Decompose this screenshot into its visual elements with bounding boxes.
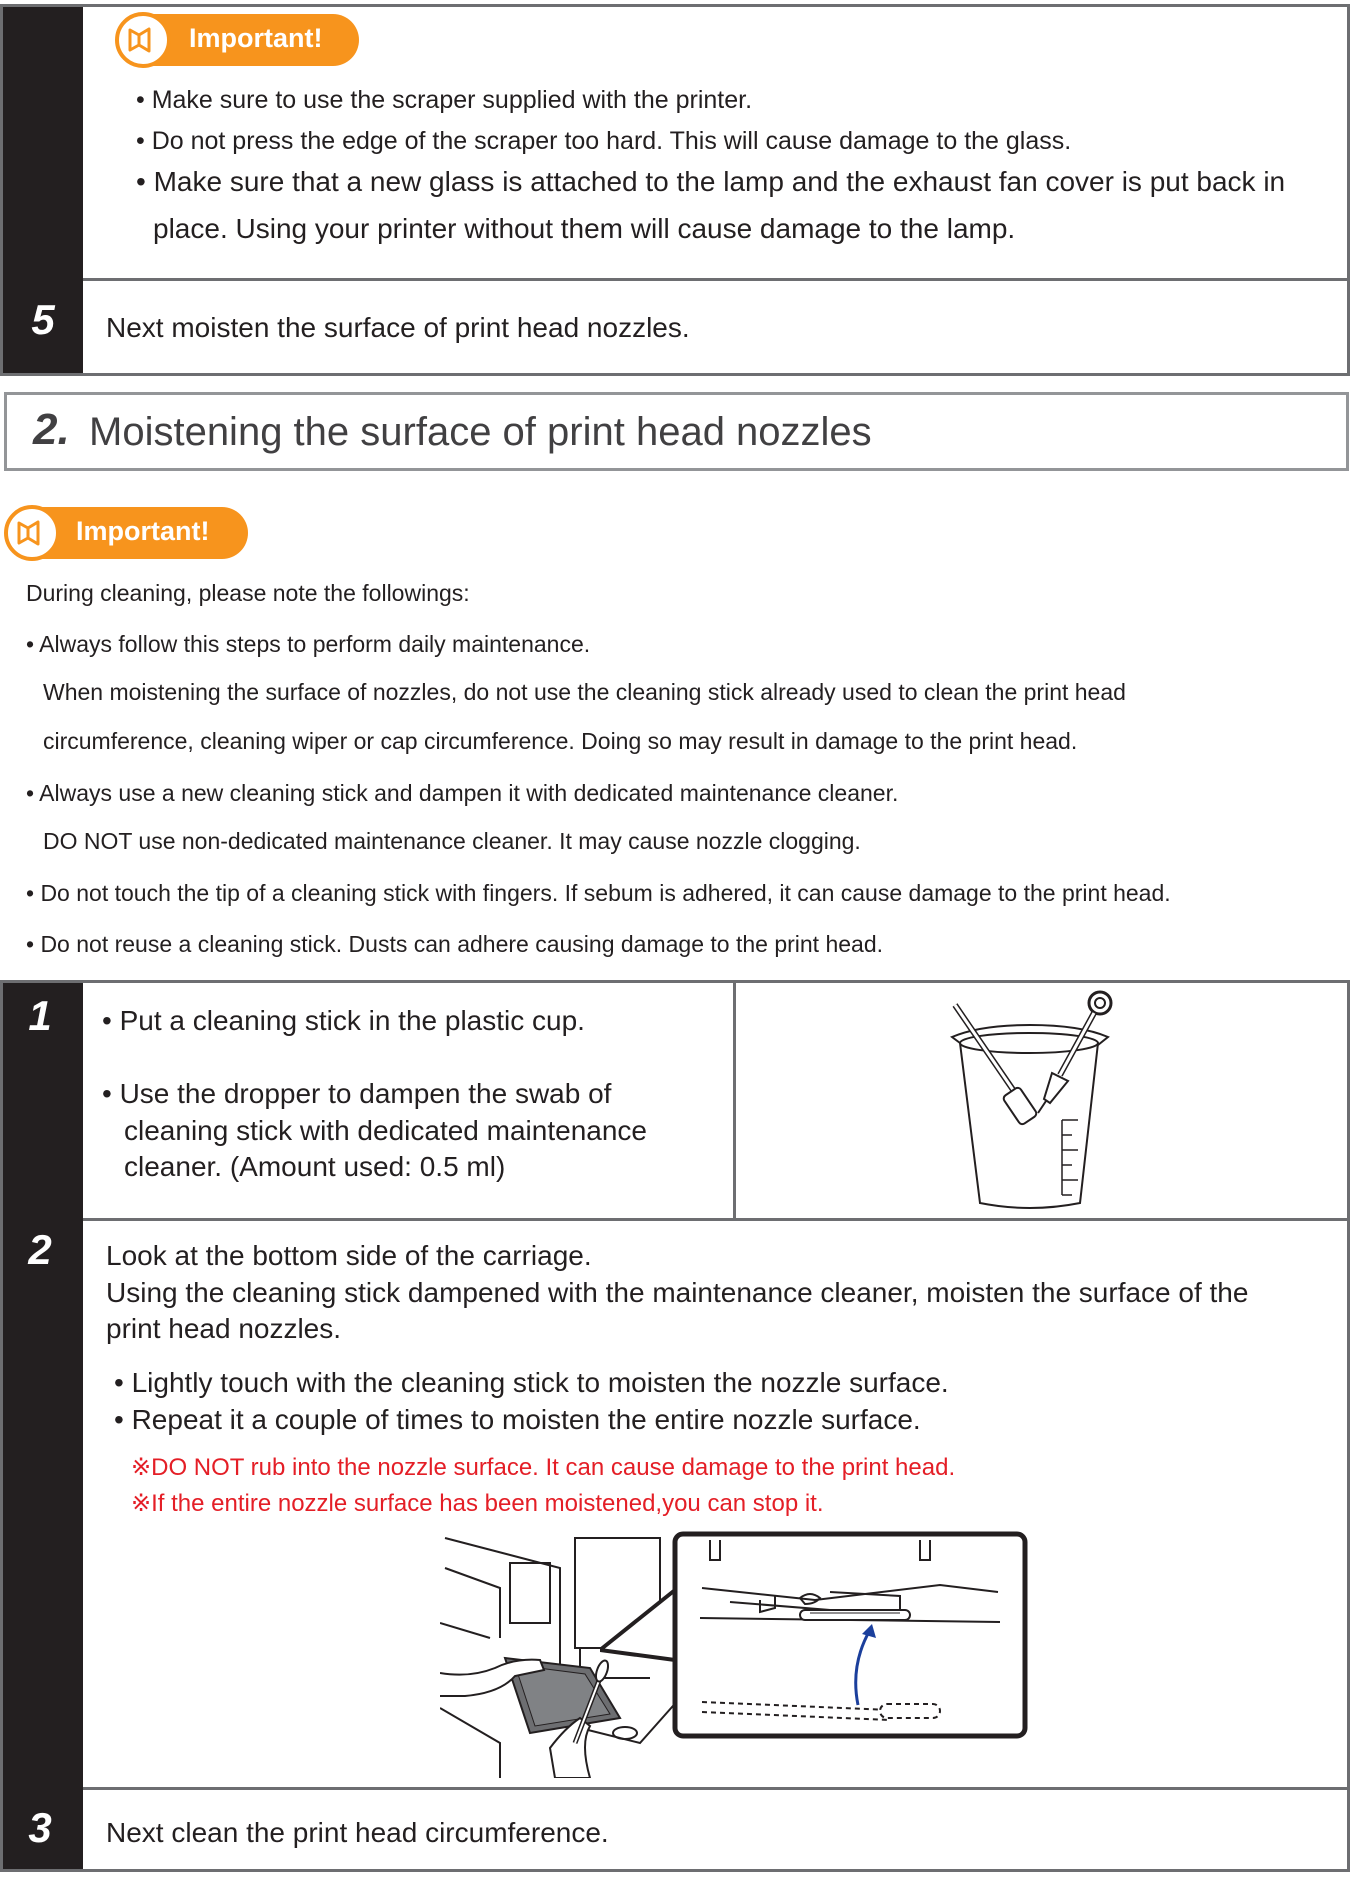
step2-warning-note: ※If the entire nozzle surface has been moistened,you can stop it.: [131, 1490, 824, 1517]
section-title: Moistening the surface of print head nozzles: [89, 410, 872, 454]
top-bullet-3: • Make sure that a new glass is attached to the lamp and the exhaust fan cover is put back in: [136, 166, 1286, 197]
important-line: • Always use a new cleaning stick and dampen it with dedicated maintenance cleaner.: [26, 780, 899, 806]
megaphone-icon: [8, 509, 56, 557]
important-line: DO NOT use non-dedicated maintenance cleaner. It may cause nozzle clogging.: [43, 828, 861, 854]
step1-bullet-2-cont: cleaning stick with dedicated maintenance: [124, 1115, 647, 1146]
step-number-1: 1: [28, 992, 52, 1039]
step1-bullet-2-cont: cleaner. (Amount used: 0.5 ml): [124, 1151, 506, 1182]
step3-text: Next clean the print head circumference.: [106, 1817, 609, 1848]
important-badge-top: [117, 14, 359, 66]
step1-bullet-2: • Use the dropper to dampen the swab of: [102, 1078, 612, 1109]
important-icon-ring: [115, 12, 171, 68]
important-line: • Always follow this steps to perform daily maintenance.: [26, 631, 591, 657]
important-intro: During cleaning, please note the followings:: [26, 580, 470, 606]
important-label: Important!: [189, 23, 323, 53]
steps-column: [3, 983, 83, 1869]
step-number-3: 3: [28, 1804, 52, 1851]
section-number: 2.: [33, 405, 70, 454]
top-bullet-1: • Make sure to use the scraper supplied with the printer.: [136, 86, 753, 114]
cup-and-dropper-illustration: [940, 985, 1120, 1215]
step1-column-divider: [733, 983, 736, 1218]
step2-line-1: Look at the bottom side of the carriage.: [106, 1240, 592, 1271]
step2-line-3: print head nozzles.: [106, 1313, 342, 1344]
step-divider: [83, 278, 1347, 281]
important-line: • Do not reuse a cleaning stick. Dusts can adhere causing damage to the print head.: [26, 931, 884, 957]
step-number-5: 5: [31, 296, 55, 343]
important-line: When moistening the surface of nozzles, do not use the cleaning stick already used to clean the print head: [43, 679, 1126, 705]
step2-bullet-1: • Lightly touch with the cleaning stick to moisten the nozzle surface.: [114, 1367, 949, 1398]
top-bullet-3-cont: place. Using your printer without them will cause damage to the lamp.: [153, 213, 1016, 244]
step-number-2: 2: [28, 1226, 52, 1273]
top-bullet-2: • Do not press the edge of the scraper too hard. This will cause damage to the glass.: [136, 127, 1072, 155]
step2-warning-note: ※DO NOT rub into the nozzle surface. It can cause damage to the print head.: [131, 1454, 956, 1481]
step-divider: [83, 1218, 1347, 1221]
step-divider: [83, 1787, 1347, 1790]
step1-bullet-1: • Put a cleaning stick in the plastic cup.: [102, 1005, 585, 1036]
step5-text: Next moisten the surface of print head nozzles.: [106, 312, 690, 343]
megaphone-icon: [119, 16, 167, 64]
important-icon-ring: [4, 505, 60, 561]
step2-line-2: Using the cleaning stick dampened with the maintenance cleaner, moisten the surface of the: [106, 1277, 1249, 1308]
zoom-callout-illustration: [600, 1530, 1030, 1740]
important-badge-section: [6, 507, 248, 559]
important-line: • Do not touch the tip of a cleaning stick with fingers. If sebum is adhered, it can cause damage to the print head.: [26, 880, 1171, 906]
step2-bullet-2: • Repeat it a couple of times to moisten the entire nozzle surface.: [114, 1404, 921, 1435]
important-label: Important!: [76, 516, 210, 546]
important-line: circumference, cleaning wiper or cap circumference. Doing so may result in damage to the print head.: [43, 728, 1078, 754]
